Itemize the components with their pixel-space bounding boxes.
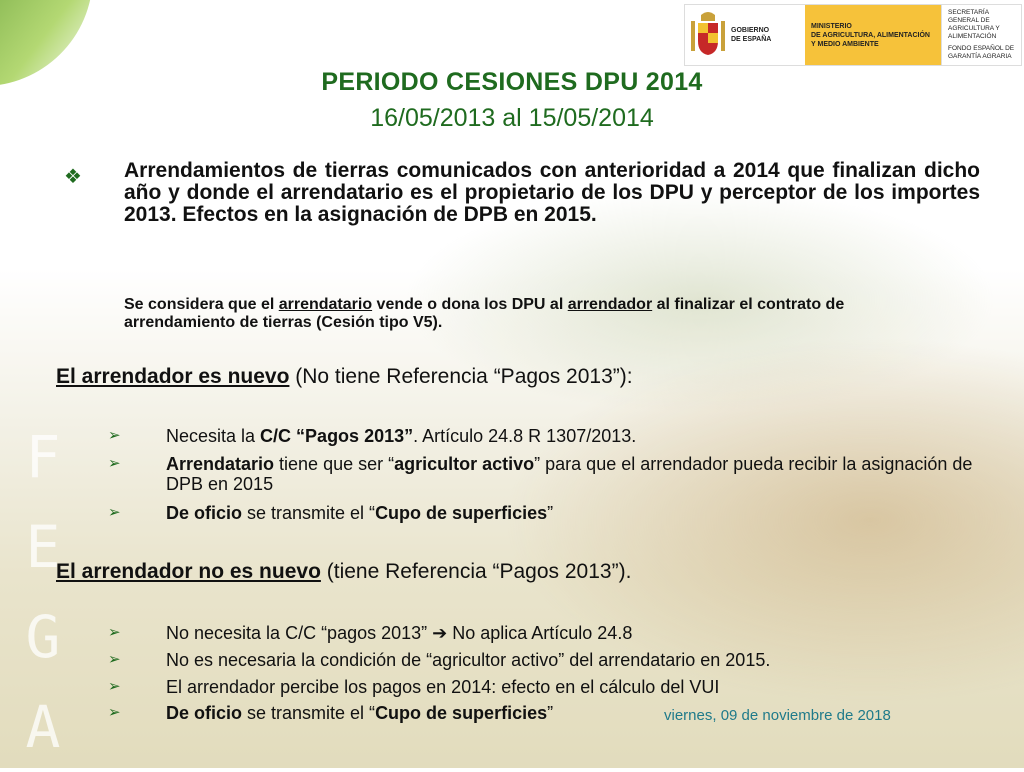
ministerio-logo	[805, 5, 941, 65]
section-heading-no-nuevo	[56, 560, 631, 584]
section-heading-nuevo	[56, 365, 633, 389]
note-text: al finalizar el contrato de arrendamiento de tierras (Cesión tipo V5).	[124, 296, 845, 331]
page-subtitle: 16/05/2013 al 15/05/2014	[370, 104, 654, 132]
fega-watermark	[8, 412, 78, 772]
arrow-bullet-icon: ➢	[108, 704, 121, 721]
arrow-bullet-icon: ➢	[108, 678, 121, 695]
note-text: vende o dona los DPU al	[372, 296, 568, 313]
slide-date: viernes, 09 de noviembre de 2018	[664, 707, 891, 724]
section-heading-rest: (tiene Referencia “Pagos 2013”).	[320, 560, 632, 583]
watermark-letter: E	[25, 513, 61, 581]
ministerio-text: MINISTERIO DE AGRICULTURA, ALIMENTACIÓN Y MEDIO AMBIENTE	[811, 22, 930, 48]
coat-of-arms-icon	[689, 11, 727, 59]
section-heading-bold: El arrendador es nuevo	[56, 365, 290, 388]
note-paragraph	[124, 296, 944, 332]
gobierno-logo	[685, 5, 805, 65]
arrow-bullet-icon: ➢	[108, 651, 121, 668]
arrow-bullet-icon: ➢	[108, 624, 121, 641]
section-heading-rest: (No tiene Referencia “Pagos 2013”):	[289, 365, 633, 388]
arrow-bullet-icon: ➢	[108, 427, 121, 444]
diamond-bullet-icon: ❖	[64, 166, 82, 188]
arrow-bullet-icon: ➢	[108, 504, 121, 521]
government-logo-bar	[684, 4, 1022, 66]
lead-paragraph: Arrendamientos de tierras comunicados con anterioridad a 2014 que finalizan dicho año y donde el arrendatario es el propietario de los DPU y perceptor de los importes 2013. Efectos en la asignación de DPB en 2015.	[124, 159, 980, 226]
fondo-text: FONDO ESPAÑOL DE GARANTÍA AGRARIA	[948, 45, 1015, 60]
secretaria-text: SECRETARÍA GENERAL DE AGRICULTURA Y ALIMENTACIÓN	[948, 9, 1000, 40]
watermark-letter: G	[25, 603, 61, 671]
page-title: PERIODO CESIONES DPU 2014	[321, 68, 703, 96]
fega-logo	[941, 5, 1021, 65]
gobierno-text: GOBIERNO DE ESPAÑA	[731, 27, 772, 43]
arrow-bullet-icon: ➢	[108, 455, 121, 472]
note-arrendador: arrendador	[567, 296, 653, 313]
note-arrendatario: arrendatario	[278, 296, 373, 313]
section-heading-bold: El arrendador no es nuevo	[56, 560, 321, 583]
note-text: Se considera que el	[124, 296, 279, 313]
watermark-letter: A	[25, 693, 61, 761]
watermark-letter: F	[25, 423, 61, 491]
